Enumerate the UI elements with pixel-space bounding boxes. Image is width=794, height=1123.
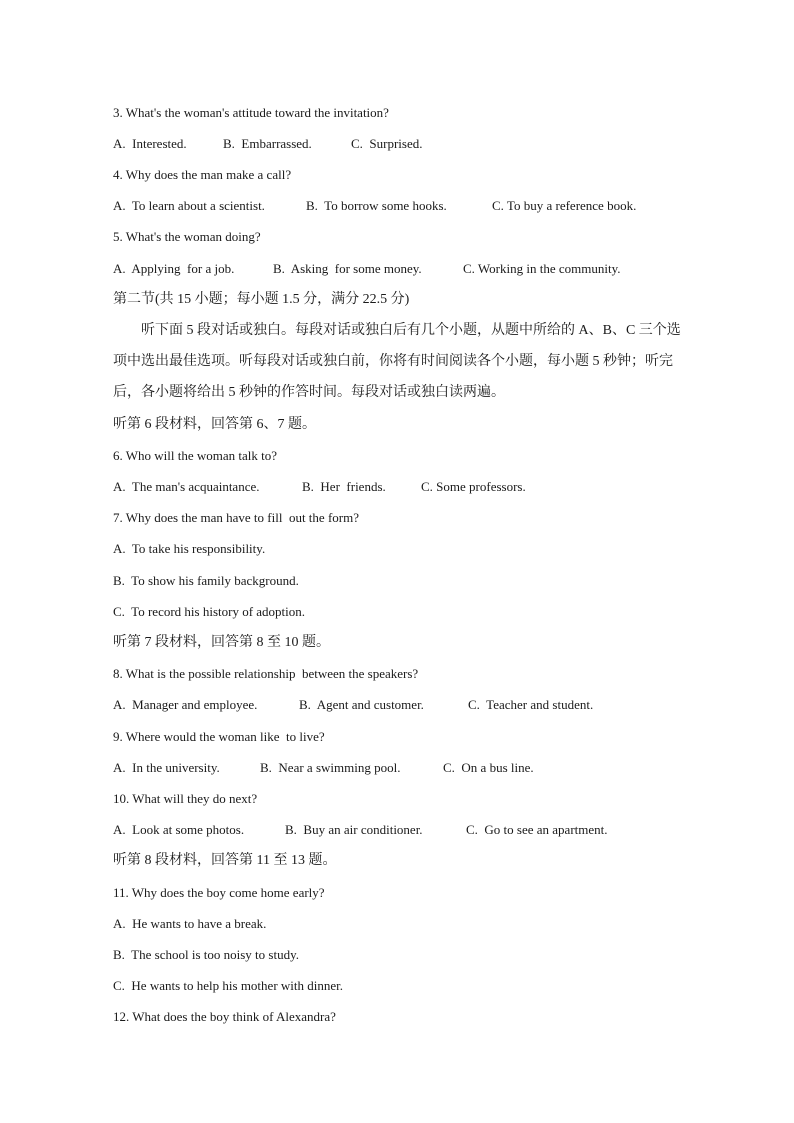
option-c: C. Working in the community. [463,261,621,276]
option-a: A. The man's acquaintance. [113,479,260,494]
option-b: B. To borrow some hooks. [306,198,447,213]
option-a: A. Look at some photos. [113,822,245,837]
question-8: 8. What is the possible relationship between the speakers? [113,666,419,681]
question-3: 3. What's the woman's attitude toward the invitation? [113,105,389,120]
question-4-options [113,197,713,215]
question-6-options [113,478,713,496]
question-6: 6. Who will the woman talk to? [113,448,278,463]
option-b: B. Near a swimming pool. [260,760,401,775]
option-c: C. To buy a reference book. [492,198,637,213]
section-heading: 第二节(共 15 小题；每小题 1.5 分，满分 22.5 分) [113,292,410,307]
option-a: A. To learn about a scientist. [113,198,265,213]
option-b: B. Her friends. [302,479,386,494]
option-a: A. Manager and employee. [113,697,258,712]
question-9-options [113,759,713,777]
question-10-options [113,821,713,839]
option-c: C. On a bus line. [443,760,534,775]
question-9: 9. Where would the woman like to live? [113,729,325,744]
question-11-option-b: B. The school is too noisy to study. [113,947,299,962]
question-4: 4. Why does the man make a call? [113,167,292,182]
material-8-heading: 听第 8 段材料，回答第 11 至 13 题。 [113,853,337,868]
question-3-options [113,135,713,153]
option-b: B. Agent and customer. [299,697,424,712]
option-a: A. Interested. [113,136,187,151]
question-7-option-b: B. To show his family background. [113,573,299,588]
option-c: C. Some professors. [421,479,526,494]
section-instructions: 听下面 5 段对话或独白。每段对话或独白后有几个小题，从题中所给的 A、B、C 三个选项中选出最佳选项。听每段对话或独白前，你将有时间阅读各个小题，每小题 5 秒钟；听完后，各小题将给出 5 秒钟的作答时间。每段对话或独白读两遍。 [113,323,681,400]
question-11-option-c: C. He wants to help his mother with dinner. [113,978,344,993]
option-c: C. Teacher and student. [468,697,594,712]
material-6-heading: 听第 6 段材料，回答第 6、7 题。 [113,417,316,432]
question-10: 10. What will they do next? [113,791,258,806]
option-b: B. Embarrassed. [223,136,312,151]
option-b: B. Asking for some money. [273,261,422,276]
material-7-heading: 听第 7 段材料，回答第 8 至 10 题。 [113,635,330,650]
question-8-options [113,696,713,714]
question-11: 11. Why does the boy come home early? [113,885,325,900]
question-7-option-a: A. To take his responsibility. [113,541,266,556]
option-a: A. Applying for a job. [113,261,235,276]
question-12: 12. What does the boy think of Alexandra? [113,1009,336,1024]
option-c: C. Go to see an apartment. [466,822,608,837]
question-11-option-a: A. He wants to have a break. [113,916,267,931]
question-5-options [113,260,713,278]
option-c: C. Surprised. [351,136,423,151]
question-7: 7. Why does the man have to fill out the form? [113,510,359,525]
option-b: B. Buy an air conditioner. [285,822,423,837]
question-7-option-c: C. To record his history of adoption. [113,604,306,619]
option-a: A. In the university. [113,760,220,775]
question-5: 5. What's the woman doing? [113,229,261,244]
